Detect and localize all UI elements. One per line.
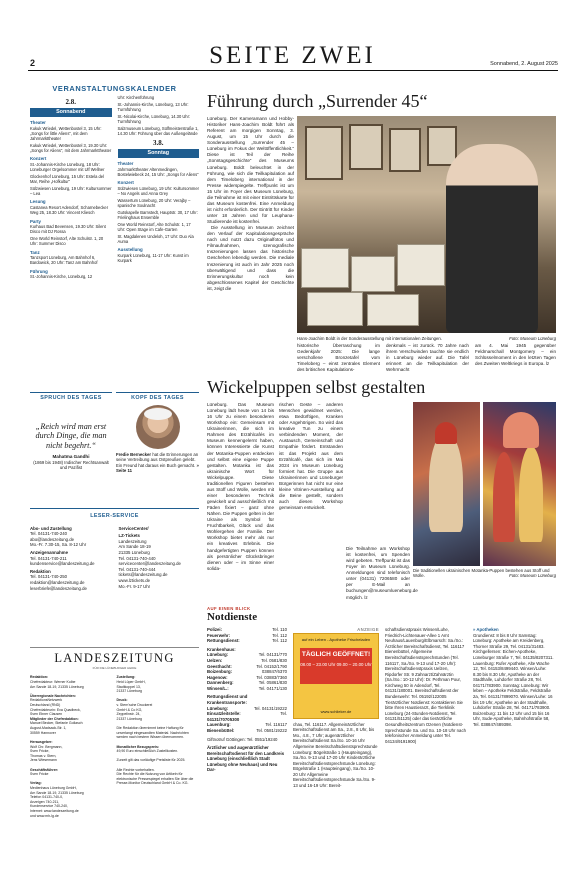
imprint-col-2	[117, 675, 200, 818]
article-2-caption	[413, 568, 556, 579]
phone-number: Tel. 116117	[265, 722, 287, 728]
ambulance-list	[207, 706, 287, 734]
imprint-line: Geschäftsführer:	[30, 767, 59, 772]
service-line: Mo.-Fr. 9-17 Uhr	[118, 583, 151, 589]
calendar-day-1-name: Sonnabend	[30, 108, 112, 117]
quote-author: Mahatma Gandhi	[52, 454, 90, 460]
imprint-line: Druck:	[116, 698, 128, 703]
imprint-line: Am Sande 18-19, 21335 Lüneburg	[30, 684, 84, 689]
masthead-rule	[28, 70, 558, 71]
article-2-photo-right	[483, 402, 556, 566]
article-1-col-3: denkmals – ist zurück. 70 Jahre nach ihrem Verschwinden tauchte sie endlich in Lüneburg wieder auf. Die Tafel erinnert an die Teilkapitulation der Wehrmacht	[386, 343, 469, 373]
head-description: hat die Erinnerungen an seine Vertreibung aus Ostpreußen gelebt. Ein Freund hat daraus ein Buch gemacht.	[116, 451, 199, 468]
imprint-line: Verlag:	[30, 781, 42, 786]
phone-number: Tel. 0581/19222	[256, 727, 287, 733]
quote-author-meta: (1869 bis 1948) Indischer Rechtsanwalt und Pazifist	[33, 459, 109, 471]
emergency-kicker: AUF EINEN BLICK	[207, 606, 251, 611]
service-line: Tel. 04131-740-250	[30, 574, 68, 580]
calendar-entry: Salzmuseum Lüneburg, Sülfmeisterstraße 1, 14.30 Uhr: Führung über das Außengelände	[117, 125, 199, 137]
newspaper-logo: LANDESZEITUNG	[54, 651, 175, 665]
calendar-category: Party	[30, 218, 41, 224]
service-line: leserbriefe@landeszeitung.de	[30, 585, 87, 591]
article-1-headline: Führung durch „Surrender 45“	[207, 91, 428, 111]
phone-label: Feuerwehr:	[207, 632, 231, 638]
doctor-service: Ärztlicher und augenärztlicher Bereitschaftsdienst für den Landkreis Lüneburg (einschließlich Stadt Lüneburg ohne Neuhaus) und Neu Dar-	[207, 745, 285, 773]
quote-text: „Reich wird man erst durch Dinge, die man nicht begehrt.“	[35, 421, 107, 450]
imprint-line: Medienhaus Lüneburg GmbH,	[30, 786, 77, 790]
imprint-line: Jens Wiesemann	[30, 758, 57, 763]
imprint-col-1	[30, 675, 113, 818]
calendar-entry: Tanzsport Lüneburg, Am Bahnhof 6, Bardowick, 20 Uhr: Tanz am Bahnhof	[30, 255, 98, 266]
phone-row	[207, 728, 287, 734]
masthead	[0, 0, 585, 80]
phone-row	[207, 686, 287, 692]
imprint-line: Redaktion:	[30, 675, 49, 680]
phone-label: Boizenburg:	[207, 669, 233, 675]
imprint-line: Alle Rechte vorbehalten.	[116, 767, 155, 772]
newspaper-logo-subtitle: FÜR DIE LÜNEBURGER HEIDE	[92, 665, 137, 670]
phone-label: Bienenbüttel:	[207, 727, 235, 733]
calendar-entry: Kurpark Lüneburg, 11-17 Uhr: Kunst im Kurpark	[117, 252, 189, 264]
ad-label: ANZEIGE	[357, 627, 379, 633]
calendar-col-1-entries	[30, 120, 112, 279]
imprint	[30, 647, 199, 847]
service-line: tickets@landeszeitung.de	[118, 572, 168, 578]
phone-number: Tel. 05861/830	[258, 680, 287, 686]
imprint-line: Telefon 04131-740-0,	[30, 795, 64, 800]
article-1-col-4: am 4. Mai 1945 gegenüber Feldmarschall Montgomery – ein Schlüsselmoment in den letzten Tagen des Zweiten Weltkriegs in Europa. lz	[475, 343, 556, 367]
imprint-line: Zustellung:	[116, 675, 136, 680]
article-2-photo-credit: Foto: Museum Lüneburg	[509, 573, 556, 579]
calendar-entry: Sülzwiesen Lüneburg, 19 Uhr: Kultursommer – Lea	[30, 185, 112, 197]
calendar-day-2-name: Sonntag	[118, 149, 200, 158]
article-1-col-1	[207, 116, 294, 292]
imprint-line: Heid Lüper GmbH,	[116, 679, 146, 684]
portrait-photo	[136, 405, 180, 449]
quote-of-the-day	[30, 392, 112, 470]
phone-number: Tel. 0581/830	[261, 658, 287, 663]
imprint-line: Internet: www.landeszeitung.de	[30, 809, 79, 814]
imprint-line: Sven Ebner Clausen	[30, 712, 63, 717]
pharmacy-ad-footer: www.schlieker.de	[320, 708, 352, 714]
article-1-photo-credit: Foto: Museum Lüneburg	[509, 336, 556, 341]
service-line: abo@landeszeitung.de	[30, 536, 75, 542]
article-1-caption-text: Hans-Joachim Boldt in der Sonderausstellung mit internationalen Zeitungen.	[297, 336, 442, 341]
article-1-photo	[297, 116, 556, 333]
page-title: SEITE ZWEI	[209, 42, 376, 69]
calendar-entry: Castanea Resort Adendorf, Scharnebecker Weg 25, 18.30 Uhr: Vincent Kliesch	[30, 205, 109, 216]
imprint-line: Herausgeber:	[30, 739, 53, 744]
emergency-col-4	[473, 627, 555, 789]
pharmacy-ad-hours: 08.00 – 23.00 Uhr 09.00 – 20.00 Uhr	[300, 662, 372, 668]
imprint-line: Zeppelinstr. 24,	[116, 712, 141, 717]
article-2-caption-text: Die traditionellen ukrainischen Motanka-Puppen bestehen aus Stoff und Wolle.	[413, 568, 550, 579]
imprint-line: Kundenservice 740-240,	[30, 804, 68, 809]
page-number: 2	[30, 58, 36, 68]
imprint-line: Chefredakteur: Werner Kolbe	[30, 679, 76, 684]
calendar-category: Tanz	[30, 249, 40, 255]
calendar-entry: St.-Johannis-Kirche Lüneburg, 18 Uhr: Lüneburger Orgelsommer mit Ulf Wellner	[30, 162, 105, 173]
imprint-line: Monatlicher Bezugspreis:	[116, 744, 160, 749]
calendar-entry: Sülzwiesen Lüneburg, 19 Uhr: Kultursommer – No Angels und Anna Grey	[117, 185, 199, 197]
reader-service-title: LESER-SERVICE	[90, 513, 139, 519]
phone-number: Tel. 110	[272, 627, 287, 633]
calendar-day-2: 3.8.	[153, 139, 164, 148]
calendar-category: Lesung	[30, 199, 46, 205]
quote-box-title: SPRUCH DES TAGES	[40, 395, 102, 401]
imprint-line: Überregionale Nachrichten:	[30, 693, 76, 698]
head-page-link[interactable]: » Seite 11	[116, 462, 199, 474]
emergency-title: Notdienste	[207, 611, 258, 624]
service-heading: Abo- und Zustellung	[30, 525, 72, 531]
calendar-entry: Gutskapelle Barnstedt, Hauptstr. 30, 17 Uhr: Frielinghaus Ensemble	[117, 209, 198, 221]
article-2-headline: Wickelpuppen selbst gestalten	[207, 377, 426, 397]
imprint-line: 21337 Lüneburg	[116, 716, 142, 721]
calendar-entry: St.-Johannis-Kirche, Lüneburg, 12	[30, 274, 93, 280]
pharmacy-ad-headline: TÄGLICH GEÖFFNET!	[301, 650, 371, 658]
page-date: Sonnabend, 2. August 2025	[490, 61, 558, 67]
calendar-entry: St.-Nicolai-Kirche, Lüneburg, 14.30 Uhr: Turmführung	[117, 113, 191, 125]
calendar-category: Theater	[117, 161, 134, 167]
phone-number: Tel. 04171/130	[258, 685, 287, 691]
article-2-col-1: Lüneburg. Das Museum Lüneburg lädt heute von 14 bis 16 Uhr zu einem besonderen Workshop ein: Gemeinsam mit Ukrainerinnen, die sich im Rahmen des Erzählcafés im Museum kennengelernt haben, können Interessierte die Kunst der Motanka-Puppen entdecken und selbst eine eigene Puppe gestalten. Motanka ist das ukrainische Wort für Wickelpuppe. Diese traditionellen Figuren bestehen aus Stoff und Wolle, werden mit einer besonderen Technik gewickelt und ausschließlich mit Fäden fixiert – ganz ohne Nähen. Die Puppen gelten in der Ukraine als Symbol für Fruchtbarkeit, Glück und das Wohlergehen der Familie. Der Workshop bietet mehr als nur ein kreatives Erlebnis. Die handgefertigten Puppen können als persönlicher Glücksbringer dienen oder – im Sinne einer solida-	[207, 402, 274, 571]
imprint-line: Mitglieder der Chefredaktion:	[30, 716, 79, 721]
reader-service-col-1	[30, 524, 111, 591]
imprint-line: und www.mh-lg.de	[30, 813, 59, 818]
imprint-line: Die Redaktion übernimmt keine Haftung für unverlangt eingesandten Material. Nachrichten werden nach bestem Wissen übernommen.	[116, 726, 189, 740]
calendar-entry: One World Reinstorf, Alte Schulstr. 1, 17 Uhr: Open Stage im Cafe-Garten	[117, 221, 191, 233]
service-line: Tel. 04131-740-444	[118, 566, 156, 572]
doctor-service-details: chau, Tel. 116117. Allgemeinärztlicher Bereitschaftsdienst am Sa., 2.8., 8 Uhr, bis Mo., 4.8., 7 Uhr; augenärztlicher Bereitschaftsdienst Sa./So. 10-16 Uhr Allgemeine Bereitschaftsdienstsprechstunde Lüneburg: Bögelstraße 1 (Haupteingang), Sa./So. 9-13 und 17-20 Uhr Kinderärztliche Bereitschaftsdienstsprechstunde Lüneburg: Bögelstraße 1 (Haupteingang), Sa./So. 10-20 Uhr Allgemeine Bereitschaftsdienstsprechstunde Sa./So. 9-13 und 16-19 Uhr: Bereit-	[293, 721, 378, 789]
emergency-col-2	[293, 627, 379, 789]
phone-label: Lüneburg:	[207, 705, 229, 711]
phone-number: Tel. 04131/770	[258, 652, 287, 658]
head-box-title: KOPF DES TAGES	[131, 395, 184, 401]
ambulance-title: Rettungsdienst und Krankentransporte:	[207, 694, 248, 706]
calendar-category: Theater	[30, 120, 46, 126]
phone-label: Dannenberg:	[207, 680, 234, 686]
phone-label: Lauenburg:	[207, 722, 231, 728]
emergency-col-1	[207, 627, 287, 789]
phone-label: Polizei:	[207, 627, 223, 633]
phone-number: Tel. 112	[272, 632, 287, 638]
imprint-line: Die Rechte für die Nutzung von Artikeln für elektronische Pressespiegel erhalten Sie über die Presse-Monitor Deutschland GmbH & Co. KG.	[116, 772, 194, 786]
phone-label: Lüneburg:	[207, 652, 229, 658]
phone-number: Tel. 04152/1790	[256, 663, 287, 669]
phone-row	[207, 638, 287, 644]
service-line: Tel. 04131-740-440	[118, 555, 156, 561]
service-line: Mo.-Fr. 7.30-15, Sa. 8-12 Uhr	[30, 542, 87, 548]
imprint-line: Anzeigen 740-211,	[30, 799, 60, 804]
article-2-col-3: Die Teilnahme am Workshop ist kostenfrei, um Spenden wird gebeten. Treffpunkt ist das Foyer im Museum Lüneburg. Anmeldungen sind telefonisch unter (04131) 7206580 oder per E-Mail an buchungen@museumlueneburg.de möglich. lz	[346, 546, 418, 600]
head-of-the-day	[116, 392, 199, 474]
emergency-phone-list	[207, 627, 287, 644]
article-1-para-2: Die Ausstellung im Museum zeichnet den Verlauf der Kapitulationsgespräche nach und nutzt dazu Originalfotos und Filmaufnahmen, szenografische Inszenierungen lassen das historische Geschehen lebendig werden. Die mediale Inszenierung ist auch im Jahr 2025 noch überwältigend und dass die Erinnerungskultur noch kein abgeschlossenes Kapitel der Geschichte ist, zeigt die	[207, 225, 294, 291]
imprint-line: Sven Fricke,	[30, 749, 50, 754]
calendar-col-2-entries	[118, 95, 200, 136]
calendar-col-1	[30, 95, 112, 281]
imprint-line: Stadtkoppel 13,	[116, 684, 141, 689]
calendar-day-1: 2.8.	[65, 98, 76, 107]
service-line: redaktion@landeszeitung.de	[30, 579, 85, 585]
calendar-entry: Kukuk Wriedel, Wettenbostel 3, 15 Uhr: „Songs for little Aliens“, mit dem Jahrmarkttheater	[30, 125, 102, 142]
hospital-title: Krankenhaus:	[207, 646, 236, 652]
calendar-category: Ausstellung	[117, 247, 143, 253]
article-2-photo-left	[413, 402, 480, 566]
phone-label: Uelzen:	[207, 658, 223, 663]
imprint-line: RedaktionsNetzwerk	[30, 698, 63, 703]
imprint-line: Chefredakteurin: Eva Quadbeck,	[30, 707, 81, 712]
service-heading: Redaktion	[30, 568, 51, 574]
service-line: www.lztickets.de	[118, 577, 151, 583]
pharmacy-list: Grundienst: 8 bis 8 Uhr Samstag: Lüneburg: Apotheke am Kreidenberg, Thorner Straße 29, Tel. 04131/31483. Kirchgellersen: Eichen-Apotheke, Lüneburger Straße 7, Tel. 04135/8207311. Lauenburg: Rufer Apotheke, Alte Wache 12, Tel. 04153/8499440. Winsen/Luhe: 8.30 bis 8.30 Uhr, Apotheke an der Stadthalle, Luhdorfer Straße 28, Tel. 04171/783900. Sonntag: Lüneburg: Wir leben – Apotheke Feldstraße, Feldstraße 2a, Tel. 04131/7899070. Winsen/Luhe: 16 bis 19 Uhr, Apotheke an der Stadthalle, Luhdorfer Straße 28, Tel. 04171/783900. Boizenburg: 11 bis 12 Uhr und 15 bis 16 Uhr, Sude-Apotheke, Bahnhofstraße 58, Tel. 038847/489398.	[473, 632, 554, 727]
service-heading: LZ-Tickets	[118, 533, 140, 539]
imprint-line: Deutschland (RND)	[30, 703, 61, 708]
imprint-line: Am Sande 18-19, 21335 Lüneburg	[30, 790, 84, 795]
pharmacy-title: » Apotheken	[473, 627, 499, 633]
imprint-line: Manuel Becker, Stefanie Gollasch	[30, 721, 83, 726]
imprint-line: 21337 Lüneburg	[116, 689, 142, 694]
phone-label: Einsatzleitstelle:	[207, 711, 241, 717]
calendar-col-2b-entries	[118, 161, 200, 263]
pharmacy-ad[interactable]	[293, 633, 379, 719]
head-name: Fredie Bernecker	[116, 451, 152, 457]
imprint-line: Zurzeit gilt das vorläufige Preisliste für 2025.	[116, 758, 186, 763]
service-line: Am Sande 18-19	[118, 544, 151, 550]
imprint-line: August-Madsack-Str. 1,	[30, 726, 67, 731]
article-1-para-1: Lüneburg. Der Kameramann und Hobby-Historiker Hans-Joachim Boldt führt als Referent am morgigen Sonntag, 3. August, um 15 Uhr durch die Sonderausstellung „Surrender 45 – Lüneburg im Fokus der Weltöffentlichkeit.“ Diese ist Teil der Reihe „Sonntagsgeschichte“ des Museums Lüneburg. Boldt beleuchtet in der Führung, wie sich die Teilkapitulation auf dem Timeloberg international in der Presse widerspiegelte. Treffpunkt ist um 15 Uhr im Foyer des Museum Lüneburg, die Teilnahme ist mit einer Eintrittskarte für das Museum kostenfrei. Eine Anmeldung ist nicht erforderlich. Der Eintritt für Kinder unter 18 Jahren und für Leuphana-Studierende ist kostenfrei.	[207, 116, 294, 225]
phone-label: 04131/70705300	[207, 716, 240, 722]
phone-label: Rettungsdienst:	[207, 638, 240, 644]
service-heading: Anzeigenannahme	[30, 550, 68, 556]
calendar-entry: Wassertum Lüneburg, 20 Uhr: Verajby – spanische Soulnacht	[117, 197, 191, 209]
emergency-services	[207, 606, 556, 789]
event-calendar	[30, 84, 199, 281]
emergency-col-3: schaftsdienstpraxis Winsen/Luhe, Friedrich-Lichtenauer-Allee 1 Amt Neuhaus/Lauenburg/Elbmarsch: Sa./So.: Ärztlicher Bereitschaftsdienst, Tel. 116117 Bienenbüttel, Allgemeine Bereitschaftsdienstsprechstunden (Tel. 116117, Sa./So. 9-13 und 17-20 Uhr): Bereitschaftsdienstpraxis Uelzen, Ripdorfer Str. 9 Zahnarzt/Zahnärztin (Sa./So.: 10-12 Uhr): Dr. Pethman Pour, Kirchweg 50 in Adendorf, Tel. 04131/180001. Bereitschaftsdienst der Bundeswehr: Tel. 05192/122005 Tierärztlicher Notdienst: Kontaktieren Sie bitte Ihren Haustierarzt, die Tierklinik Lüneburg (24-Stunden-Notdienst, Tel. 04131/51125) oder das tierärztliche Gesundheitszentrum Ozenen (Notdienst-Sprechstunde Sa. und So. 10-18 Uhr nach telefonischer Anmeldung unter Tel. 04134/9191900)	[385, 627, 466, 744]
service-line: Tel. 04131-740-240	[30, 531, 68, 537]
article-2-col-2: rischen Geste – anderen Menschen gewidmet werden, etwa Bedürftigen, Kranken oder Angehörigen. So wird das kreative Tun zu einem verbindenden Moment, der Austausch, Gemeinschaft und Empathie fördert. Entstanden ist das Projekt aus dem Erzählcafé, das sich im Mai 2024 im Museum Lüneburg formiert hat. Die Gruppe aus Ukrainerinnen und Lüneburger Bürgerinnen hat nicht nur eine kleine Vitrinen-Ausstellung auf die Beine gestellt, sondern auch diesen Workshop gemeinsam entwickelt.	[279, 402, 343, 511]
portrait-man	[446, 144, 538, 333]
calendar-entry: St.-Johannis-Kirche, Lüneburg, 13 Uhr: Turmführung	[117, 101, 189, 113]
service-line: 21335 Lüneburg	[118, 550, 150, 556]
phone-label: Hagenow:	[207, 674, 228, 680]
service-line: Landeszeitung	[118, 538, 147, 544]
phone-label: Geesthacht:	[207, 663, 232, 669]
phone-number: Tel. 112	[272, 638, 287, 644]
calendar-entry: St. Magdalenen Undeloh, 17 Uhr: Duo Ala Auma	[117, 233, 194, 245]
service-line: kundenservice@landeszeitung.de	[30, 561, 95, 567]
calendar-category: Konzert	[117, 180, 134, 186]
imprint-line: Thomas v. Stern,	[30, 753, 57, 758]
imprint-line: GmbH & Co KG,	[116, 707, 143, 712]
reader-service-col-2	[119, 524, 200, 591]
calendar-title: VERANSTALTUNGSKALENDER	[52, 84, 177, 93]
head-text	[116, 452, 199, 474]
poison-hotline: Giftnotruf Göttingen: Tel. 0551/19240	[207, 736, 278, 742]
phone-number: 038847/6370	[261, 669, 287, 675]
service-line: servicecenter@landeszeitung.de	[118, 561, 181, 567]
imprint-line: Wolf Chr. Bergmann,	[30, 744, 63, 749]
calendar-entry: Glockenhof Lüneburg, 15 Uhr: Estela del Mar, Reihe „Hofkultur“	[30, 174, 104, 185]
imprint-line: v. Stern'sche Druckerei	[116, 703, 153, 708]
service-heading: ServiceCenter/	[118, 525, 149, 531]
article-1-caption	[297, 336, 556, 341]
phone-number: Tel.	[280, 711, 287, 717]
reader-service	[30, 508, 199, 591]
service-line: Tel. 04131-740-211	[30, 555, 67, 561]
calendar-col-2	[118, 95, 200, 281]
phone-number: Tel. 03883/7360	[256, 674, 287, 680]
imprint-line: 30559 Hannover	[30, 730, 56, 735]
hospital-list	[207, 652, 287, 691]
calendar-category: Führung	[30, 268, 48, 274]
pharmacy-ad-top: auf ein Leben - Apotheke Frischeladen	[301, 636, 371, 642]
imprint-line: Sven Fricke	[30, 772, 49, 777]
calendar-entry: Kukuk Wriedel, Wettenbostel 3, 19.30 Uhr: „Songs for Aliens“, mit dem Jahrmarkttheater	[30, 142, 112, 154]
calendar-category: Konzert	[30, 156, 47, 162]
phone-label: Winsen/L.:	[207, 685, 229, 691]
calendar-entry: One World Reinstorf, Alte Schulstr. 1, 20 Uhr: Summer Disco	[30, 236, 104, 247]
article-1-col-2: historische Überraschung im Gedenkjahr 2025: Die lange verschollene Bronzetafel vom Timeloberg – einst zentrales Element des britischen Kapitulations-	[297, 343, 380, 373]
phone-number: Tel. 04131/19222	[254, 705, 287, 711]
calendar-entry: Kurhaus Bad Bevensen, 19.30 Uhr: Silent Disco mit DJ Rossa	[30, 224, 106, 235]
calendar-entry: Jahrmarkttheater Altenmedingen, Bostelwiebeck 24, 15 Uhr: „Songs for Aliens“	[117, 166, 199, 178]
imprint-line: 49,90 Euro einschließlich Zustellkosten.	[116, 749, 179, 754]
calendar-entry: Uhr: Kirchenführung	[117, 95, 155, 101]
